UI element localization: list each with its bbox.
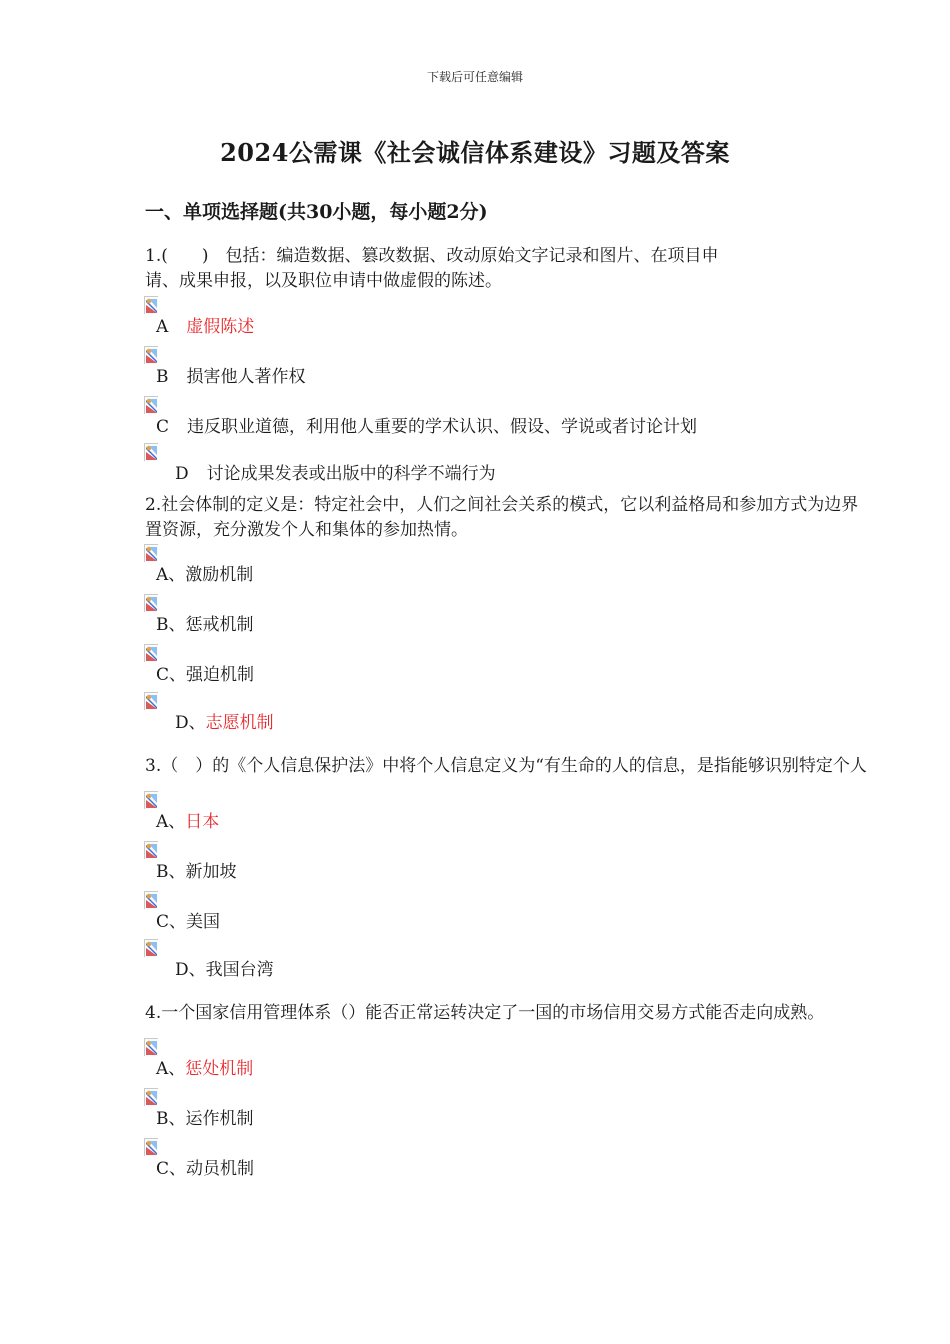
option-2-c[interactable] xyxy=(144,644,924,690)
option-text: 损害他人著作权 xyxy=(186,367,306,387)
option-3-c[interactable] xyxy=(144,891,924,937)
option-3-a[interactable] xyxy=(144,791,924,837)
broken-image-icon xyxy=(144,841,158,859)
option-text: 违反职业道德，利用他人重要的学术认识、假设、学说或者讨论计划 xyxy=(187,417,698,437)
option-text: 惩戒机制 xyxy=(185,615,254,635)
option-3-d[interactable] xyxy=(144,939,924,985)
broken-image-icon xyxy=(144,594,158,612)
broken-image-icon xyxy=(144,939,158,957)
question-3-line-1: 3.（ ）的《个人信息保护法》中将个人信息定义为“有生命的人的信息，是指能够识别特定个人 xyxy=(145,756,867,776)
question-4-line-1: 4.一个国家信用管理体系（）能否正常运转决定了一国的市场信用交易方式能否走向成熟。 xyxy=(145,1003,825,1023)
option-1-c[interactable] xyxy=(144,396,924,442)
question-1-line-2: 请、成果申报，以及职位申请中做虚假的陈述。 xyxy=(145,271,502,291)
option-text: 日本 xyxy=(185,812,220,832)
option-2-b[interactable] xyxy=(144,594,924,640)
option-4-b[interactable] xyxy=(144,1088,924,1134)
option-4-c[interactable] xyxy=(144,1138,924,1184)
broken-image-icon xyxy=(144,891,158,909)
option-letter: C、 xyxy=(156,1159,187,1179)
broken-image-icon xyxy=(144,1138,158,1156)
option-letter: A、 xyxy=(156,1059,186,1079)
option-letter: B、 xyxy=(156,615,186,635)
option-letter: C、 xyxy=(156,912,187,932)
option-text: 强迫机制 xyxy=(186,665,255,685)
option-text: 新加坡 xyxy=(185,862,237,882)
option-text: 惩处机制 xyxy=(185,1059,254,1079)
option-1-a[interactable] xyxy=(144,296,924,342)
question-2-line-1: 2.社会体制的定义是：特定社会中，人们之间社会关系的模式，它以利益格局和参加方式为边界 xyxy=(145,495,859,515)
option-3-b[interactable] xyxy=(144,841,924,887)
option-2-d[interactable] xyxy=(144,692,924,738)
broken-image-icon xyxy=(144,692,158,710)
page-title: 2024公需课《社会诚信体系建设》习题及答案 xyxy=(220,138,730,167)
option-letter: A xyxy=(156,317,169,337)
option-4-a[interactable] xyxy=(144,1038,924,1084)
question-2-line-2: 置资源，充分激发个人和集体的参加热情。 xyxy=(145,520,468,540)
option-text: 美国 xyxy=(186,912,221,932)
option-letter: D、 xyxy=(175,713,206,733)
option-letter: C xyxy=(156,417,170,437)
option-text: 志愿机制 xyxy=(205,713,274,733)
broken-image-icon xyxy=(144,1088,158,1106)
broken-image-icon xyxy=(144,1038,158,1056)
option-1-d[interactable] xyxy=(144,443,924,489)
section-title: 一、单项选择题(共30小题，每小题2分) xyxy=(145,201,488,223)
option-letter: C、 xyxy=(156,665,187,685)
option-2-a[interactable] xyxy=(144,544,924,590)
header-note: 下载后可任意编辑 xyxy=(426,70,523,84)
option-letter: D xyxy=(175,464,189,484)
option-text: 激励机制 xyxy=(185,565,254,585)
broken-image-icon xyxy=(144,644,158,662)
option-text: 动员机制 xyxy=(186,1159,255,1179)
question-1-line-1: 1.( ) 包括：编造数据、篡改数据、改动原始文字记录和图片、在项目申 xyxy=(145,246,719,266)
broken-image-icon xyxy=(144,296,158,314)
broken-image-icon xyxy=(144,544,158,562)
option-text: 讨论成果发表或出版中的科学不端行为 xyxy=(206,464,496,484)
option-text: 虚假陈述 xyxy=(186,317,255,337)
option-letter: B xyxy=(156,367,169,387)
broken-image-icon xyxy=(144,346,158,364)
broken-image-icon xyxy=(144,791,158,809)
option-letter: A、 xyxy=(156,812,186,832)
option-letter: D、 xyxy=(175,960,206,980)
broken-image-icon xyxy=(144,396,158,414)
option-letter: B、 xyxy=(156,862,186,882)
option-1-b[interactable] xyxy=(144,346,924,392)
option-text: 运作机制 xyxy=(185,1109,254,1129)
broken-image-icon xyxy=(144,443,158,461)
option-letter: B、 xyxy=(156,1109,186,1129)
option-letter: A、 xyxy=(156,565,186,585)
option-text: 我国台湾 xyxy=(205,960,274,980)
